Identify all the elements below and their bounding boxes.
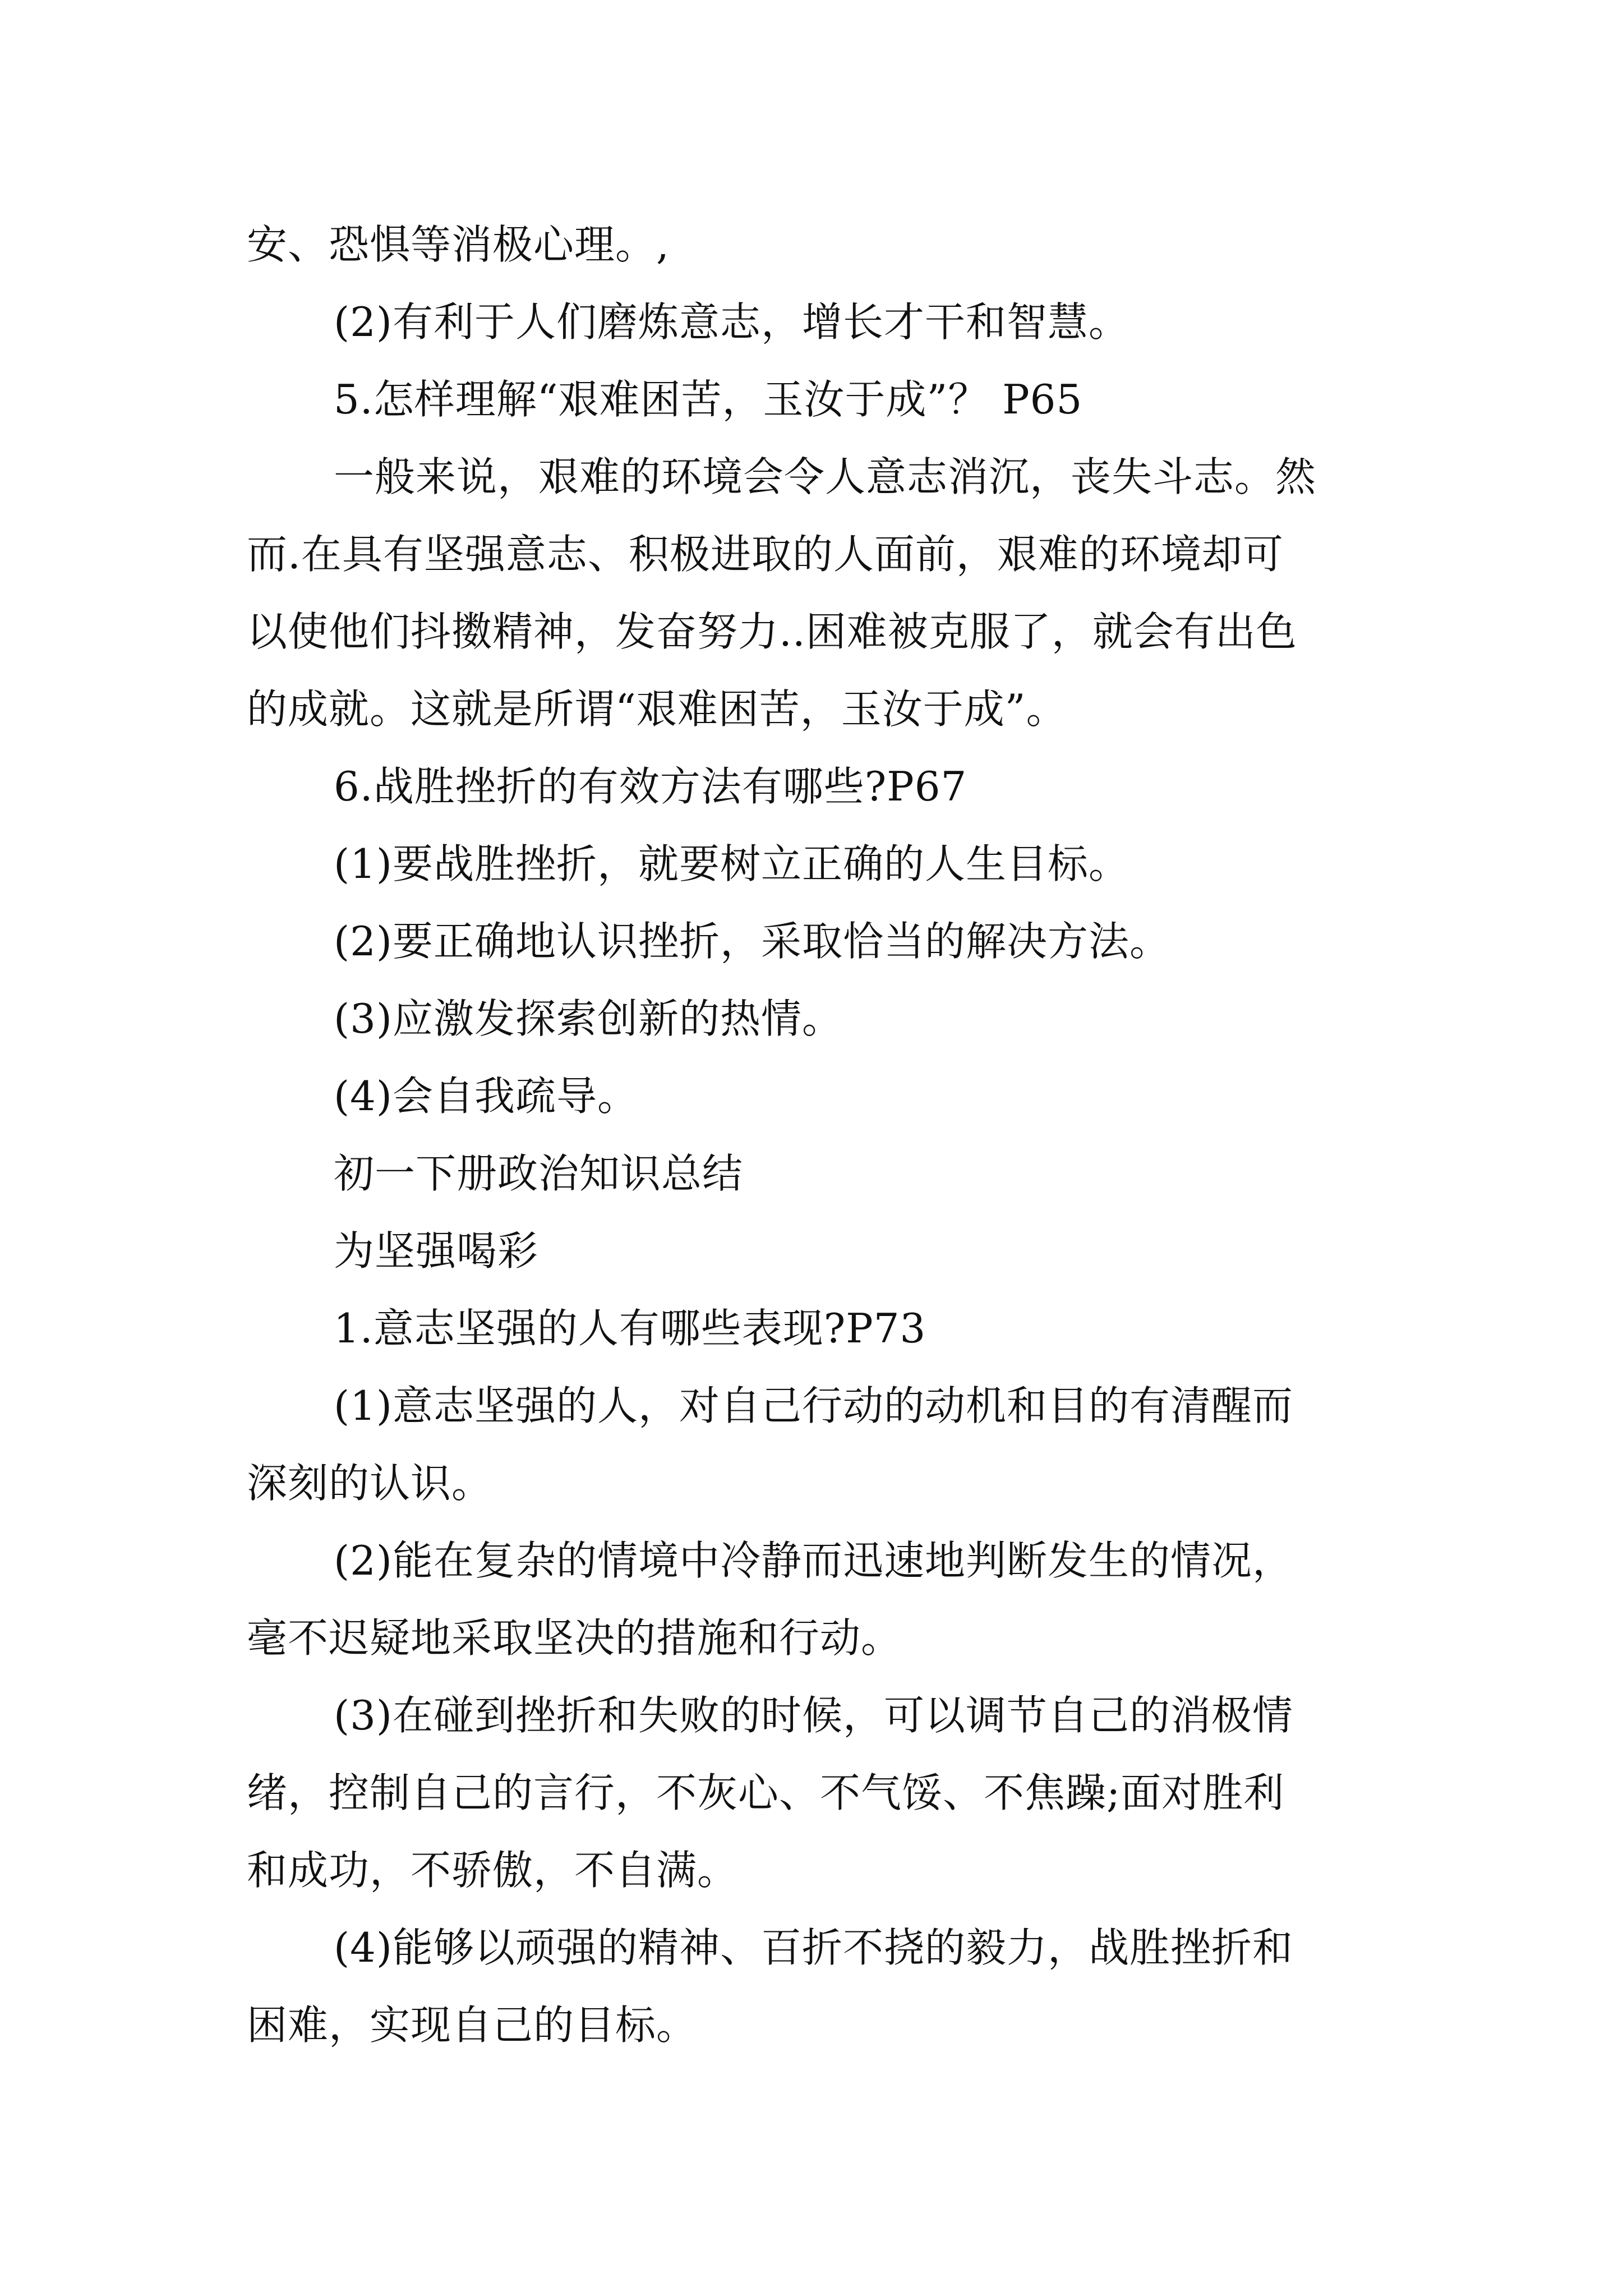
text-line: 的成就。这就是所谓“艰难困苦，玉汝于成”。	[247, 685, 1067, 733]
section-heading: 5.怎样理解“艰难困苦，玉汝于成”？ P65	[334, 376, 1083, 423]
text-line: 和成功，不骄傲，不自满。	[247, 1847, 739, 1894]
text-line: 而.在具有坚强意志、积极进取的人面前，艰难的环境却可	[247, 531, 1284, 578]
text-line: (1)意志坚强的人，对自己行动的动机和目的有清醒而	[334, 1382, 1293, 1429]
text-line: 深刻的认识。	[247, 1460, 493, 1507]
text-line: (3)应激发探索创新的热情。	[334, 995, 843, 1042]
text-line: 安、恐惧等消极心理。,	[247, 221, 670, 268]
document-subtitle: 初一下册政治知识总结	[334, 1150, 744, 1197]
text-line: (1)要战胜挫折，就要树立正确的人生目标。	[334, 840, 1129, 887]
chapter-title: 为坚强喝彩	[334, 1227, 539, 1274]
section-heading: 1.意志坚强的人有哪些表现?P73	[334, 1305, 926, 1352]
text-line: 一般来说，艰难的环境会令人意志消沉，丧失斗志。然	[334, 453, 1317, 500]
text-line: (2)要正确地认识挫折，采取恰当的解决方法。	[334, 918, 1170, 965]
text-line: 困难，实现自己的目标。	[247, 2001, 698, 2049]
text-line: 毫不迟疑地采取坚决的措施和行动。	[247, 1614, 902, 1662]
text-line: (4)能够以顽强的精神、百折不挠的毅力，战胜挫折和	[334, 1924, 1293, 1971]
text-line: (2)有利于人们磨炼意志，增长才干和智慧。	[334, 298, 1129, 346]
text-line: (2)能在复杂的情境中冷静而迅速地判断发生的情况，	[334, 1537, 1293, 1584]
text-line: 绪，控制自己的言行，不灰心、不气馁、不焦躁;面对胜利	[247, 1769, 1285, 1816]
text-line: 以使他们抖擞精神，发奋努力..困难被克服了，就会有出色	[247, 608, 1297, 655]
section-heading: 6.战胜挫折的有效方法有哪些?P67	[334, 763, 967, 810]
text-line: (4)会自我疏导。	[334, 1073, 638, 1120]
text-line: (3)在碰到挫折和失败的时候，可以调节自己的消极情	[334, 1692, 1293, 1739]
